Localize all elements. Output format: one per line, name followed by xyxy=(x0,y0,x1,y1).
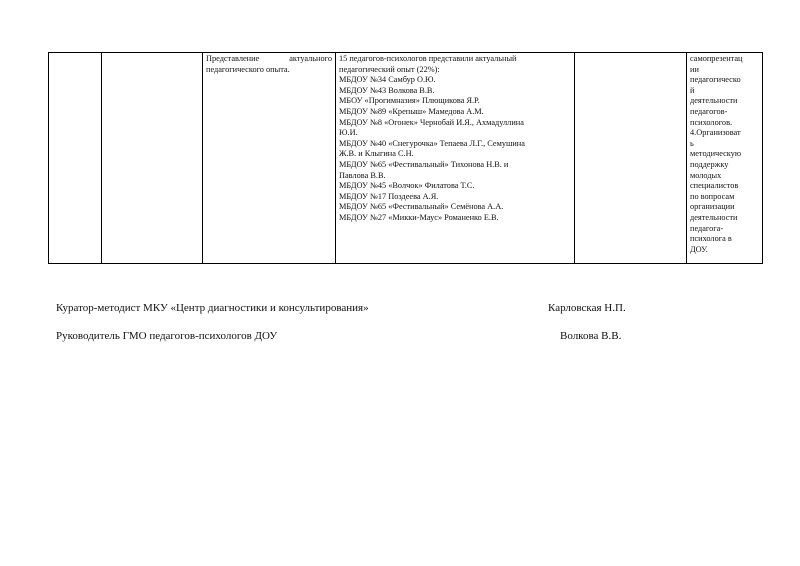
participants-line: 15 педагогов-психологов представили актуальный xyxy=(339,54,517,63)
participants-line: Павлова В.В. xyxy=(339,170,386,180)
results-line: специалистов xyxy=(690,181,739,191)
results-line: самопрезентац xyxy=(690,54,743,63)
signature-name-head: Волкова В.В. xyxy=(560,330,622,342)
participants-line: МБДОУ №65 «Фестивальный» Семёнова А.А. xyxy=(339,202,504,212)
participants-line: МБДОУ №45 «Волчок» Филатова Т.С. xyxy=(339,181,475,191)
results-line: педагогическо xyxy=(690,75,741,85)
results-line: ь xyxy=(690,138,694,148)
results-line: 4.Организоват xyxy=(690,128,741,138)
results-line: методическую xyxy=(690,149,742,159)
participants-line: МБДОУ №40 «Снегурочка» Тепаева Л.Г., Семушина xyxy=(339,138,525,148)
table-row xyxy=(49,53,763,264)
participants-line: МБДОУ №17 Поздеева А.Я. xyxy=(339,191,439,201)
participants-line: МБДОУ №43 Волкова В.В. xyxy=(339,85,435,95)
signature-role-curator: Куратор-методист МКУ «Центр диагностики и консультирования» xyxy=(56,302,369,314)
results-line: ии xyxy=(690,64,699,74)
signature-role-head: Руководитель ГМО педагогов-психологов ДОУ xyxy=(56,330,278,342)
results-line: организации xyxy=(690,202,735,212)
table-cell-results xyxy=(687,53,763,264)
participants-line: МБДОУ №34 Самбур О.Ю. xyxy=(339,75,436,85)
participants-line: МБОУ «Прогимназия» Плющикова Я.Р. xyxy=(339,96,480,106)
participants-line: МБДОУ №89 «Крепыш» Мамедова А.М. xyxy=(339,106,484,116)
participants-line: Ю.И. xyxy=(339,128,358,138)
participants-line: МБДОУ №8 «Огонек» Чернобай И.Я., Ахмадуллина xyxy=(339,117,524,127)
results-line: психологов. xyxy=(690,117,733,127)
participants-line: МБДОУ №65 «Фестивальный» Тихонова Н.В. и xyxy=(339,159,509,169)
results-line: психолога в xyxy=(690,234,732,244)
results-line: й xyxy=(690,85,695,95)
signature-name-curator: Карловская Н.П. xyxy=(548,302,626,314)
results-line: поддержку xyxy=(690,159,729,169)
participants-line: Ж.В. и Клыгина С.Н. xyxy=(339,149,414,159)
results-line: молодых xyxy=(690,170,722,180)
table-cell-1 xyxy=(49,53,102,264)
results-line: педагогов- xyxy=(690,106,728,116)
table-cell-2 xyxy=(102,53,203,264)
activity-text: Представление актуального педагогического опыта. xyxy=(206,54,332,74)
results-line: по вопросам xyxy=(690,191,735,201)
results-line: педагога- xyxy=(690,223,724,233)
results-line: деятельности xyxy=(690,96,738,106)
table-cell-5 xyxy=(575,53,687,264)
results-line: ДОУ. xyxy=(690,244,708,254)
participants-line: МБДОУ №27 «Микки-Маус» Романенко Е.В. xyxy=(339,212,499,222)
results-line: деятельности xyxy=(690,212,738,222)
participants-line: педагогический опыт (22%): xyxy=(339,64,440,74)
table-cell-participants xyxy=(336,53,575,264)
report-table xyxy=(48,52,763,264)
table-cell-activity xyxy=(203,53,336,264)
